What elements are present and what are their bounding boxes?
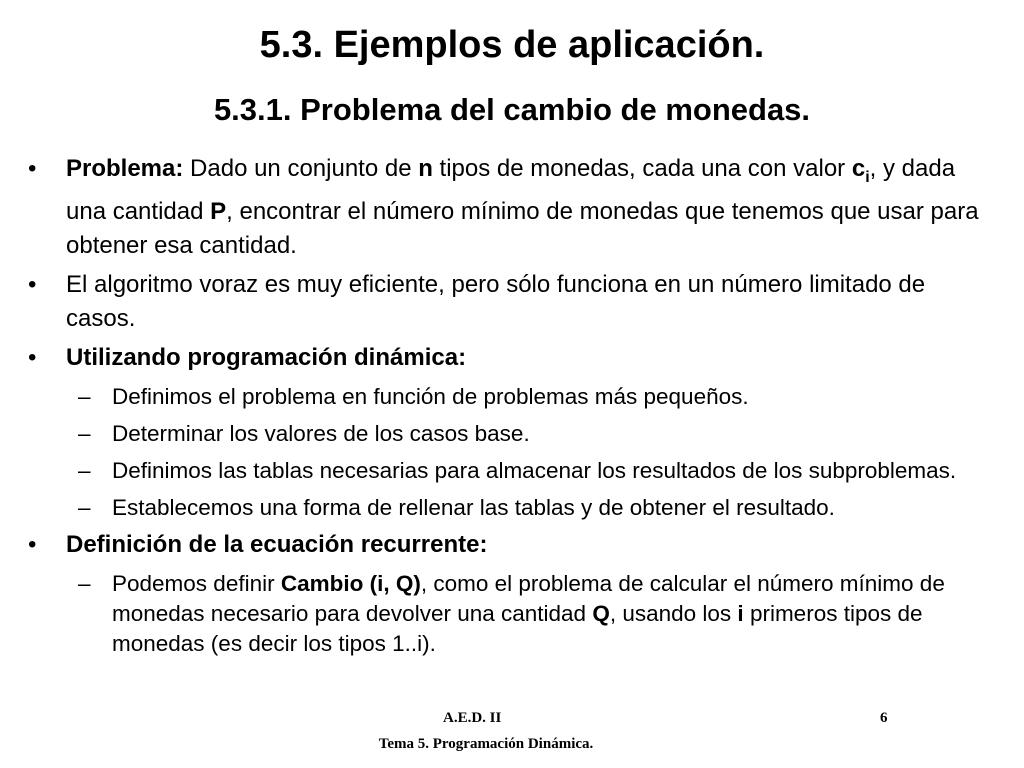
var-c-subscript: i bbox=[865, 168, 870, 186]
footer-course: A.E.D. II bbox=[443, 710, 502, 726]
subitem-tablas bbox=[24, 456, 994, 486]
subitem-casos-base bbox=[24, 419, 994, 449]
problema-text-3: , y dada una cantidad bbox=[66, 155, 956, 225]
footer-bottom bbox=[0, 734, 1024, 754]
slide-content bbox=[24, 152, 994, 659]
var-n: n bbox=[418, 155, 433, 182]
dash-marker: – bbox=[78, 383, 91, 409]
slide-subtitle: 5.3.1. Problema del cambio de monedas. bbox=[213, 92, 811, 127]
bullet-problema bbox=[24, 152, 994, 263]
subitem-cambio-definition bbox=[24, 569, 994, 659]
var-i: i bbox=[737, 600, 744, 626]
cambio-text-4: primeros tipos de monedas (es decir los tipos 1..i). bbox=[112, 600, 923, 656]
dash-marker: – bbox=[78, 570, 91, 596]
footer-topic: Tema 5. Programación Dinámica. bbox=[378, 736, 594, 752]
subitem-text: Definimos las tablas necesarias para almacenar los resultados de los subproblemas. bbox=[112, 457, 957, 483]
cambio-text-1: Podemos definir bbox=[112, 570, 281, 596]
slide-title: 5.3. Ejemplos de aplicación. bbox=[259, 24, 765, 66]
voraz-text: El algoritmo voraz es muy eficiente, pero sólo funciona en un número limitado de casos. bbox=[66, 270, 926, 332]
problema-label: Problema: bbox=[66, 155, 184, 182]
var-c: c bbox=[851, 155, 866, 182]
subitem-text: Determinar los valores de los casos base. bbox=[112, 420, 530, 446]
problema-text-2: tipos de monedas, cada una con valor bbox=[432, 155, 852, 182]
dash-marker: – bbox=[78, 457, 91, 483]
subitem-text: Establecemos una forma de rellenar las tablas y de obtener el resultado. bbox=[112, 494, 835, 520]
page-number: 6 bbox=[880, 710, 888, 726]
dash-marker: – bbox=[78, 494, 91, 520]
ecuacion-recurrente-heading: Definición de la ecuación recurrente: bbox=[66, 530, 488, 558]
bullet-marker: • bbox=[28, 155, 37, 182]
subitem-rellenar bbox=[24, 493, 994, 523]
bullet-marker: • bbox=[28, 343, 37, 371]
cambio-function: Cambio (i, Q) bbox=[280, 570, 421, 596]
cambio-text-3: , usando los bbox=[609, 600, 738, 626]
dash-marker: – bbox=[78, 420, 91, 446]
problema-text-4: , encontrar el número mínimo de monedas que tenemos que usar para obtener esa cantidad. bbox=[66, 197, 979, 259]
subitem-text: Definimos el problema en función de problemas más pequeños. bbox=[112, 383, 749, 409]
programacion-dinamica-heading: Utilizando programación dinámica: bbox=[66, 343, 467, 371]
cambio-text-2: , como el problema de calcular el número mínimo de monedas necesario para devolver una cantidad bbox=[112, 570, 945, 626]
var-P: P bbox=[210, 197, 227, 225]
bullet-marker: • bbox=[28, 270, 37, 298]
bullet-marker: • bbox=[28, 530, 37, 558]
bullet-voraz bbox=[24, 268, 994, 336]
problema-text-1: Dado un conjunto de bbox=[183, 155, 419, 182]
bullet-programacion-dinamica bbox=[24, 341, 994, 375]
bullet-ecuacion-recurrente bbox=[24, 528, 994, 562]
var-Q: Q bbox=[592, 600, 610, 626]
subitem-definimos-problema bbox=[24, 382, 994, 412]
